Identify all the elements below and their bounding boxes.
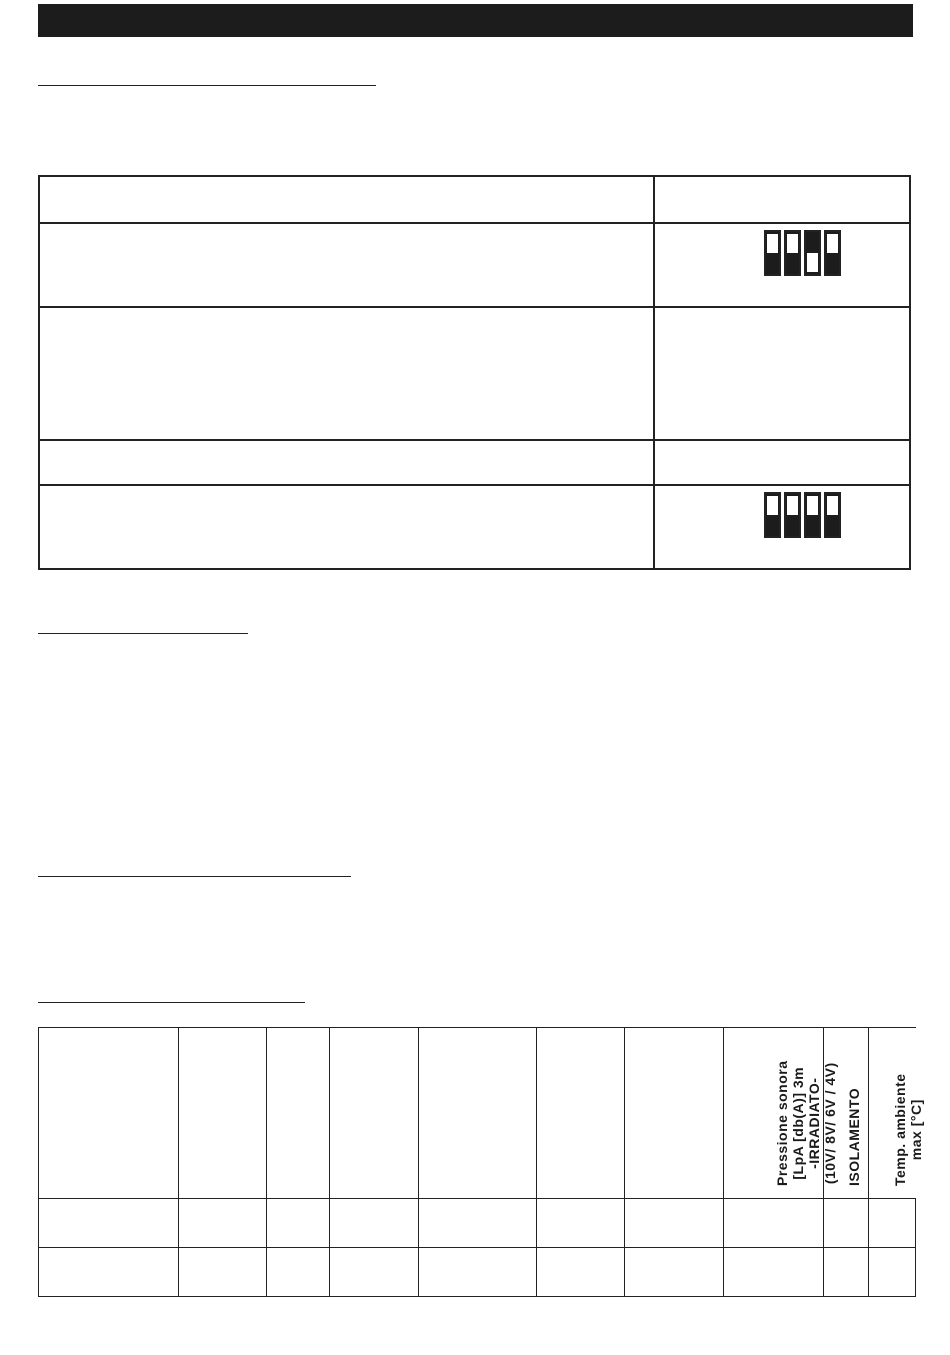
column-divider	[653, 177, 655, 568]
header-cell	[267, 1028, 330, 1199]
specs-header-row	[39, 1028, 916, 1199]
dip-switch-4	[824, 230, 841, 276]
header-cell	[179, 1028, 267, 1199]
dip-switch-2	[784, 230, 801, 276]
header-cell-insulation	[824, 1028, 869, 1199]
section-heading-rule-4	[38, 1002, 305, 1003]
row-divider	[40, 484, 909, 486]
insulation-header: ISOLAMENTO	[846, 1087, 862, 1186]
dip-switch-4	[824, 492, 841, 538]
row-divider	[40, 439, 909, 441]
header-cell	[537, 1028, 625, 1199]
header-cell	[39, 1028, 179, 1199]
row-divider	[40, 306, 909, 308]
dip-switch-1	[764, 492, 781, 538]
dip-switch-2	[784, 492, 801, 538]
header-cell	[419, 1028, 537, 1199]
sound-pressure-header: Pressione sonora [LpA [db(A)] 3m -IRRADIATO- (10V/ 8V/ 6V / 4V)	[773, 1060, 838, 1186]
section-heading-rule-1	[38, 85, 376, 86]
header-cell	[330, 1028, 419, 1199]
table-row	[39, 1199, 916, 1248]
settings-table	[38, 175, 911, 570]
header-cell-sound-pressure	[724, 1028, 838, 1199]
dip-switch-1	[764, 230, 781, 276]
header-cell-max-temp	[869, 1028, 925, 1199]
section-heading-rule-2	[38, 633, 248, 634]
section-heading-rule-3	[38, 876, 351, 877]
dip-switch-block-2	[764, 492, 841, 538]
header-cell	[625, 1028, 724, 1199]
max-temp-header: Temp. ambiente max [°C]	[892, 1073, 925, 1186]
dip-switch-3	[804, 230, 821, 276]
dip-switch-3	[804, 492, 821, 538]
row-divider	[40, 222, 909, 224]
dip-switch-block-1	[764, 230, 841, 276]
specs-table	[38, 1027, 925, 1297]
header-bar	[38, 4, 913, 37]
table-row	[39, 1248, 916, 1297]
